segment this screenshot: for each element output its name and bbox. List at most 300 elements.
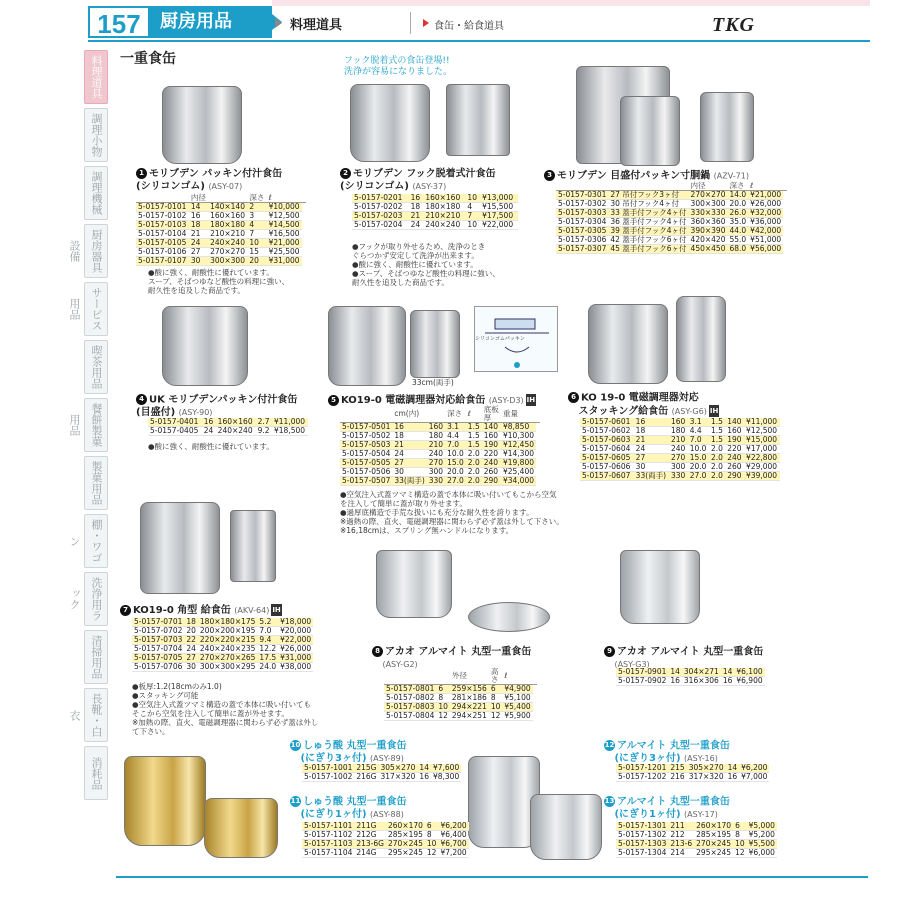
- table-cell: 18: [186, 617, 196, 626]
- table-cell: 5-0157-0201: [352, 194, 409, 203]
- table-cell: ¥7,600: [432, 763, 460, 772]
- item-number: 8: [372, 646, 383, 657]
- table-cell: ¥31,000: [267, 257, 302, 266]
- table-row: [580, 472, 780, 481]
- table-cell: ¥42,000: [750, 226, 782, 235]
- table-header-cell: ℓ: [267, 194, 302, 203]
- table-cell: ¥51,000: [750, 235, 782, 244]
- side-tab[interactable]: 料理道具: [84, 50, 108, 104]
- table-cell: 450×450: [690, 244, 726, 253]
- table-cell: 5-0157-0307: [558, 244, 607, 253]
- table-header-cell: 深さ: [445, 406, 466, 423]
- product-code: (ASY-G6): [671, 406, 707, 416]
- product-code: (ASY-17): [684, 809, 718, 819]
- table-cell: ¥5,100: [504, 693, 531, 702]
- table-cell: 2: [247, 203, 266, 212]
- table-cell: 160: [482, 432, 501, 441]
- side-tab[interactable]: サービス用品: [84, 282, 108, 336]
- table-cell: 212: [668, 831, 694, 840]
- photo-caption: 33cm(両手): [412, 378, 454, 387]
- table-cell: 1.5: [467, 440, 480, 449]
- table-header-cell: 深さ: [727, 182, 748, 191]
- table-cell: 12: [426, 848, 437, 857]
- product-10-table: [302, 764, 461, 782]
- product-photo-7b: [230, 510, 276, 582]
- table-cell: 5-0157-1303: [618, 839, 667, 848]
- table-cell: 215G: [356, 763, 377, 772]
- product-7-title: [120, 604, 282, 617]
- table-cell: ¥18,000: [280, 617, 312, 626]
- table-cell: ¥16,500: [267, 230, 302, 239]
- product-13-title: [604, 796, 730, 821]
- table-cell: 4.4: [445, 432, 466, 441]
- table-cell: 190: [482, 441, 501, 450]
- ih-badge: IH: [272, 606, 281, 614]
- table-cell: 20: [186, 626, 196, 635]
- table-cell: 5-0157-0504: [342, 449, 391, 458]
- table-cell: 16: [419, 772, 429, 781]
- table-header-cell: 内径: [689, 182, 728, 191]
- product-5-note: ●空気注入式蓋ツマミ構造の蓋で本体に吸い付いてもこから空気 を注入して簡単に蓋が取り外せます。 ●過厚底構造で手荒な扱いにも充分な耐久性を誇ります。 ※過熱の際、直火、電磁調理器に関わらず必ず蓋は外して下さい。 ※16,18cmは、スプリング無ハンドルになります。: [340, 490, 564, 535]
- table-cell: 5-0157-0602: [580, 427, 634, 436]
- product-detail-photo-5: [410, 310, 460, 378]
- table-cell: 12: [735, 848, 745, 857]
- table-cell: 305×270: [688, 763, 724, 772]
- table-cell: 180×180: [423, 203, 465, 212]
- product-4-note: ●酸に強く、耐酸性に優れています。: [148, 442, 274, 451]
- table-row: [132, 663, 313, 672]
- table-row: [616, 849, 777, 858]
- product-photo-6b: [676, 296, 726, 382]
- table-cell: 10.0: [688, 445, 709, 454]
- product-subname: (にぎり3ヶ付): [614, 752, 681, 764]
- table-cell: 160×160: [423, 194, 465, 203]
- item-number: 13: [604, 797, 615, 805]
- product-code: (ASY-88): [370, 809, 404, 819]
- table-cell: ¥14,300: [502, 449, 534, 458]
- side-tab[interactable]: 長靴・白衣: [84, 688, 108, 742]
- product-photo-7: [140, 502, 220, 594]
- product-photo-3b: [620, 96, 680, 166]
- table-cell: ¥21,000: [750, 190, 782, 199]
- side-tab[interactable]: 棚・ワゴン: [84, 514, 108, 568]
- table-cell: 1.5: [709, 427, 725, 436]
- product-photo-13: [530, 794, 602, 860]
- table-cell: 330: [428, 476, 444, 485]
- table-cell: ¥29,000: [744, 463, 780, 472]
- product-9-table: [616, 668, 765, 686]
- table-cell: 260×170: [387, 821, 423, 830]
- table-cell: ¥17,000: [744, 445, 780, 454]
- item-number: 1: [136, 168, 147, 179]
- table-cell: 5-0157-0705: [134, 653, 183, 662]
- table-cell: 290: [482, 477, 501, 486]
- table-cell: 22: [186, 635, 196, 644]
- table-cell: 213-6: [670, 839, 693, 848]
- table-cell: 220×220×215: [199, 635, 256, 644]
- table-cell: 30: [189, 257, 208, 266]
- table-cell: 18: [392, 432, 426, 441]
- table-cell: 27: [189, 248, 208, 257]
- table-cell: ¥38,000: [280, 662, 312, 671]
- product-subname: (シリコンゴム): [136, 180, 205, 192]
- table-cell: 27: [634, 454, 669, 463]
- table-cell: 9.4: [257, 636, 278, 645]
- product-name: アルマイト 丸型一重食缶: [617, 740, 730, 752]
- table-cell: ¥5,500: [748, 839, 775, 848]
- table-cell: 10.0: [447, 449, 464, 458]
- table-cell: 8: [436, 694, 450, 703]
- product-photo-2: [350, 84, 430, 162]
- product-1-title: [136, 168, 282, 193]
- table-cell: 212G: [354, 831, 386, 840]
- table-cell: 5-0157-1102: [304, 830, 353, 839]
- table-cell: 5-0157-0105: [136, 239, 189, 248]
- header-divider: [410, 12, 411, 34]
- table-cell: 216: [670, 772, 685, 781]
- table-row: [556, 245, 787, 254]
- table-cell: 216G: [356, 772, 377, 781]
- table-header-cell: [536, 406, 540, 423]
- table-cell: 12: [438, 711, 448, 720]
- table-header-cell: 重量: [501, 406, 536, 423]
- subcategory-title: 料理道具: [290, 18, 343, 33]
- table-cell: 5-0157-1302: [618, 830, 667, 839]
- product-name: しゅう酸 丸型一重食缶: [303, 740, 407, 752]
- table-cell: 5-0157-1301: [618, 821, 667, 830]
- table-header-row: [340, 406, 540, 423]
- table-cell: 160×160: [216, 418, 256, 427]
- side-tab[interactable]: 製菓用品: [84, 456, 108, 510]
- product-subname: スタッキング給食缶: [578, 405, 669, 417]
- table-header-cell: [436, 668, 450, 685]
- side-tab[interactable]: 洗浄用ラック: [84, 572, 108, 626]
- table-cell: ¥22,000: [280, 635, 312, 644]
- table-cell: 10: [465, 221, 480, 230]
- table-header-cell: ℓ: [466, 406, 482, 423]
- table-cell: 21: [409, 212, 424, 221]
- table-header-cell: [302, 194, 306, 203]
- side-tab[interactable]: 調理機械: [84, 166, 108, 220]
- table-cell: 5-0157-0302: [558, 199, 607, 208]
- table-cell: 220: [725, 445, 744, 454]
- table-cell: 270×270: [208, 248, 247, 257]
- table-cell: 16: [392, 423, 426, 432]
- table-cell: 20.0: [729, 199, 747, 208]
- table-cell: 270×245: [696, 839, 732, 848]
- table-header-cell: cm(内): [392, 406, 426, 423]
- table-cell: 300: [669, 463, 688, 472]
- item-number: 3: [544, 170, 555, 181]
- product-code: (ASY-07): [208, 181, 243, 191]
- table-cell: 260×170: [696, 821, 732, 830]
- table-cell: 295×245: [387, 848, 423, 857]
- table-cell: 5-0157-0703: [134, 635, 183, 644]
- table-cell: 20.0: [447, 467, 464, 476]
- table-cell: 14: [727, 763, 738, 772]
- product-7-table: [132, 618, 313, 672]
- table-cell: ¥10,300: [502, 431, 534, 440]
- table-cell: 10: [465, 194, 480, 203]
- table-cell: 8: [489, 694, 503, 703]
- table-header-cell: ℓ: [502, 668, 532, 685]
- table-cell: 44.0: [729, 226, 747, 235]
- product-code: (AKV-64): [234, 606, 270, 615]
- product-code: (ASY-G3): [614, 659, 650, 669]
- product-lid-photo-8: [468, 602, 550, 632]
- table-cell: 5-0157-0107: [136, 257, 189, 266]
- table-cell: 285×195: [696, 830, 732, 839]
- table-cell: 281×186: [451, 693, 487, 702]
- table-cell: ¥6,000: [748, 848, 775, 857]
- product-name: モリブデン 目盛付パッキン寸胴鍋: [557, 170, 711, 182]
- table-cell: 5-0157-0102: [136, 212, 189, 221]
- ih-badge: IH: [709, 406, 719, 415]
- brand-logo: TKG: [712, 14, 755, 36]
- table-cell: 27.0: [688, 472, 709, 481]
- table-cell: 5-0157-0503: [342, 440, 391, 449]
- table-cell: 294×251: [451, 711, 487, 720]
- side-tab[interactable]: 清掃用品: [84, 630, 108, 684]
- product-11-table: [302, 822, 469, 858]
- table-header-row: [384, 668, 537, 685]
- table-cell: 24: [392, 450, 426, 459]
- product-photo-10: [124, 756, 206, 846]
- product-7-note: ●板厚:1.2(18cmのみ1.0) ●スタッキング可能 ●空気注入式蓋ツマミ構造の蓋で本体に吸い付いても そこから空気を注入して簡単に蓋が外せます。 ※加熱の際、直火、電磁調理器に関わらず必ず蓋は外し て下さい。: [132, 682, 319, 736]
- table-cell: 290: [725, 472, 744, 481]
- header-rule: [88, 40, 870, 42]
- table-row: [148, 427, 308, 436]
- table-row: [302, 849, 469, 858]
- table-row: [384, 712, 537, 721]
- table-cell: 180: [428, 431, 444, 440]
- table-cell: ¥5,000: [748, 821, 775, 830]
- product-name: モリブデン パッキン付汁食缶: [149, 168, 283, 180]
- table-cell: 1.5: [709, 436, 725, 445]
- product-photo-8: [376, 550, 452, 618]
- table-cell: 30: [186, 662, 196, 671]
- table-row: [136, 257, 306, 266]
- table-cell: ¥6,400: [440, 830, 467, 839]
- table-header-cell: [783, 182, 787, 191]
- table-cell: ¥11,000: [272, 418, 308, 427]
- table-cell: 68.0: [729, 244, 747, 253]
- table-cell: 160: [428, 422, 444, 431]
- table-cell: 260: [482, 468, 501, 477]
- table-cell: 18: [189, 221, 208, 230]
- table-cell: 4: [465, 203, 480, 212]
- item-number: 6: [568, 392, 579, 403]
- table-cell: 15.0: [447, 458, 464, 467]
- table-cell: ¥39,000: [744, 472, 780, 481]
- table-cell: ¥5,900: [504, 711, 531, 720]
- table-cell: 180×180×175: [199, 617, 256, 626]
- table-cell: 7.0: [445, 441, 466, 450]
- table-cell: 1.5: [467, 431, 480, 440]
- product-5-table: [340, 406, 540, 486]
- table-cell: 2.0: [709, 445, 725, 454]
- table-cell: 214G: [354, 849, 386, 858]
- table-cell: 211G: [354, 822, 386, 831]
- table-cell: 160: [669, 418, 688, 427]
- product-code: (ASY-16): [684, 753, 718, 763]
- table-cell: 6: [436, 685, 450, 694]
- side-tab[interactable]: 消耗品: [84, 746, 108, 800]
- table-cell: 5-0157-1304: [618, 848, 667, 857]
- product-name: モリブデン フック脱着式汁食缶: [353, 168, 496, 180]
- side-tab[interactable]: 厨房器具設備: [84, 224, 108, 278]
- table-cell: 7.0: [257, 627, 278, 636]
- table-cell: ¥12,450: [502, 440, 534, 449]
- table-cell: 300: [428, 467, 444, 476]
- table-cell: ¥18,500: [272, 427, 308, 436]
- table-cell: ¥6,100: [736, 667, 763, 676]
- table-cell: 21: [189, 230, 208, 239]
- product-photo-1: [162, 86, 242, 164]
- table-cell: 16: [202, 418, 216, 427]
- table-cell: 5.2: [257, 618, 278, 627]
- table-header-cell: [340, 406, 392, 423]
- table-cell: 10: [735, 839, 745, 848]
- table-cell: 2.0: [467, 449, 480, 458]
- table-cell: 12.2: [259, 644, 277, 653]
- table-cell: 5-0157-0103: [136, 221, 189, 230]
- product-code: (AZV-71): [713, 171, 749, 181]
- table-cell: 2.0: [467, 476, 480, 485]
- table-cell: 5-0157-0801: [386, 684, 435, 693]
- product-subname: (目盛付): [136, 406, 176, 418]
- table-cell: 330×330: [690, 208, 726, 217]
- table-cell: 24: [409, 221, 424, 230]
- table-cell: 7: [247, 230, 266, 239]
- table-cell: 5-0157-0803: [386, 702, 435, 711]
- promo-text: フック脱着式の食缶登場!! 洗浄が容易になりました。: [344, 56, 453, 77]
- table-cell: 21: [392, 441, 426, 450]
- product-name: UK モリブデンパッキン付汁食缶: [149, 394, 298, 406]
- table-cell: ¥26,000: [750, 199, 782, 208]
- table-cell: ¥7,000: [741, 772, 768, 781]
- table-header-cell: 高さ: [489, 668, 503, 685]
- table-cell: 5-0157-0902: [618, 676, 667, 685]
- product-photo-4: [162, 306, 248, 386]
- table-cell: 4: [247, 221, 266, 230]
- table-cell: 2.0: [709, 472, 725, 481]
- product-6-table: [580, 418, 780, 481]
- product-photo-3c: [700, 92, 754, 162]
- table-cell: 317×320: [688, 772, 724, 781]
- table-cell: 285×195: [387, 830, 423, 839]
- table-cell: 30 吊付フック4ヶ付: [608, 200, 688, 209]
- lid-diagram: [474, 306, 558, 372]
- table-cell: 5-0157-0605: [580, 454, 634, 463]
- table-cell: 5-0157-1001: [304, 763, 353, 772]
- table-cell: ¥5,400: [504, 702, 531, 711]
- table-cell: 10: [247, 239, 266, 248]
- table-cell: 27: [186, 653, 196, 662]
- table-row: [352, 221, 518, 230]
- table-cell: 420×420: [690, 235, 726, 244]
- table-cell: 270: [428, 458, 444, 467]
- table-cell: 5-0157-0802: [386, 693, 435, 702]
- table-cell: 317×320: [380, 772, 416, 781]
- table-cell: 16: [722, 676, 733, 685]
- table-cell: 24: [186, 644, 196, 653]
- table-cell: 24: [189, 239, 208, 248]
- table-cell: 160×160: [208, 212, 247, 221]
- table-cell: ¥12,500: [744, 427, 780, 436]
- table-cell: 5-0157-1104: [304, 848, 353, 857]
- item-number: 4: [136, 394, 147, 405]
- product-subname: (にぎり1ヶ付): [614, 808, 681, 820]
- table-cell: ¥36,000: [750, 217, 782, 226]
- product-name: KO19-0 電磁調理器対応給食缶: [341, 395, 486, 406]
- table-cell: 210: [669, 436, 688, 445]
- product-3-table: [556, 182, 787, 254]
- table-row: [302, 773, 461, 782]
- table-cell: ¥34,000: [502, 476, 534, 485]
- table-cell: 20: [247, 257, 266, 266]
- table-cell: 16: [634, 418, 669, 427]
- table-cell: 14: [722, 667, 733, 676]
- table-cell: 24.0: [259, 662, 277, 671]
- table-cell: 7.0: [688, 436, 709, 445]
- product-code: (ASY-37): [412, 181, 447, 191]
- table-cell: ¥19,800: [502, 458, 534, 467]
- table-cell: ¥13,000: [480, 194, 518, 203]
- side-tab[interactable]: 餐餅製菓用品: [84, 398, 108, 452]
- table-cell: 5-0157-0704: [134, 644, 183, 653]
- table-cell: 295×245: [696, 848, 732, 857]
- table-cell: 5-0157-0203: [352, 212, 409, 221]
- table-cell: 390×390: [690, 226, 726, 235]
- table-cell: ¥6,900: [736, 676, 763, 685]
- table-cell: 21: [634, 436, 669, 445]
- table-row: [616, 677, 765, 686]
- product-code: (ASY-89): [370, 753, 404, 763]
- table-cell: 211: [668, 822, 694, 831]
- side-tab[interactable]: 調理小物: [84, 108, 108, 162]
- table-cell: ¥4,900: [504, 684, 531, 693]
- table-cell: 16: [189, 212, 208, 221]
- table-cell: 5-0157-0804: [386, 711, 435, 720]
- table-cell: ¥7,200: [440, 848, 467, 857]
- footer-rule: [116, 876, 868, 878]
- side-tab[interactable]: 喫茶用品: [84, 340, 108, 394]
- table-cell: 5-0157-0405: [148, 427, 202, 436]
- item-number: 11: [290, 797, 301, 805]
- product-11-title: [290, 796, 406, 821]
- item-number: 10: [290, 741, 301, 749]
- table-cell: 4.4: [688, 427, 709, 436]
- table-header-cell: [427, 406, 445, 423]
- product-name: KO19-0 角型 給食缶: [133, 605, 231, 616]
- table-cell: 5-0157-0202: [352, 203, 409, 212]
- table-cell: 20.0: [688, 463, 709, 472]
- table-cell: 5-0157-0303: [558, 208, 607, 217]
- table-cell: ¥10,000: [267, 203, 302, 212]
- table-header-cell: 底板厚: [482, 406, 501, 423]
- page-number: 157: [88, 6, 148, 38]
- table-cell: 214: [668, 849, 694, 858]
- table-cell: 36 蓋手付フック4ヶ付: [610, 217, 687, 226]
- table-cell: 14: [419, 763, 429, 772]
- diagram-label: シリコンゴムパッキン: [475, 336, 525, 342]
- table-cell: 213-6G: [356, 839, 384, 848]
- table-cell: 10: [490, 702, 501, 711]
- table-cell: ¥26,000: [280, 644, 312, 653]
- item-number: 7: [120, 605, 131, 616]
- table-cell: 5-0157-0701: [134, 617, 183, 626]
